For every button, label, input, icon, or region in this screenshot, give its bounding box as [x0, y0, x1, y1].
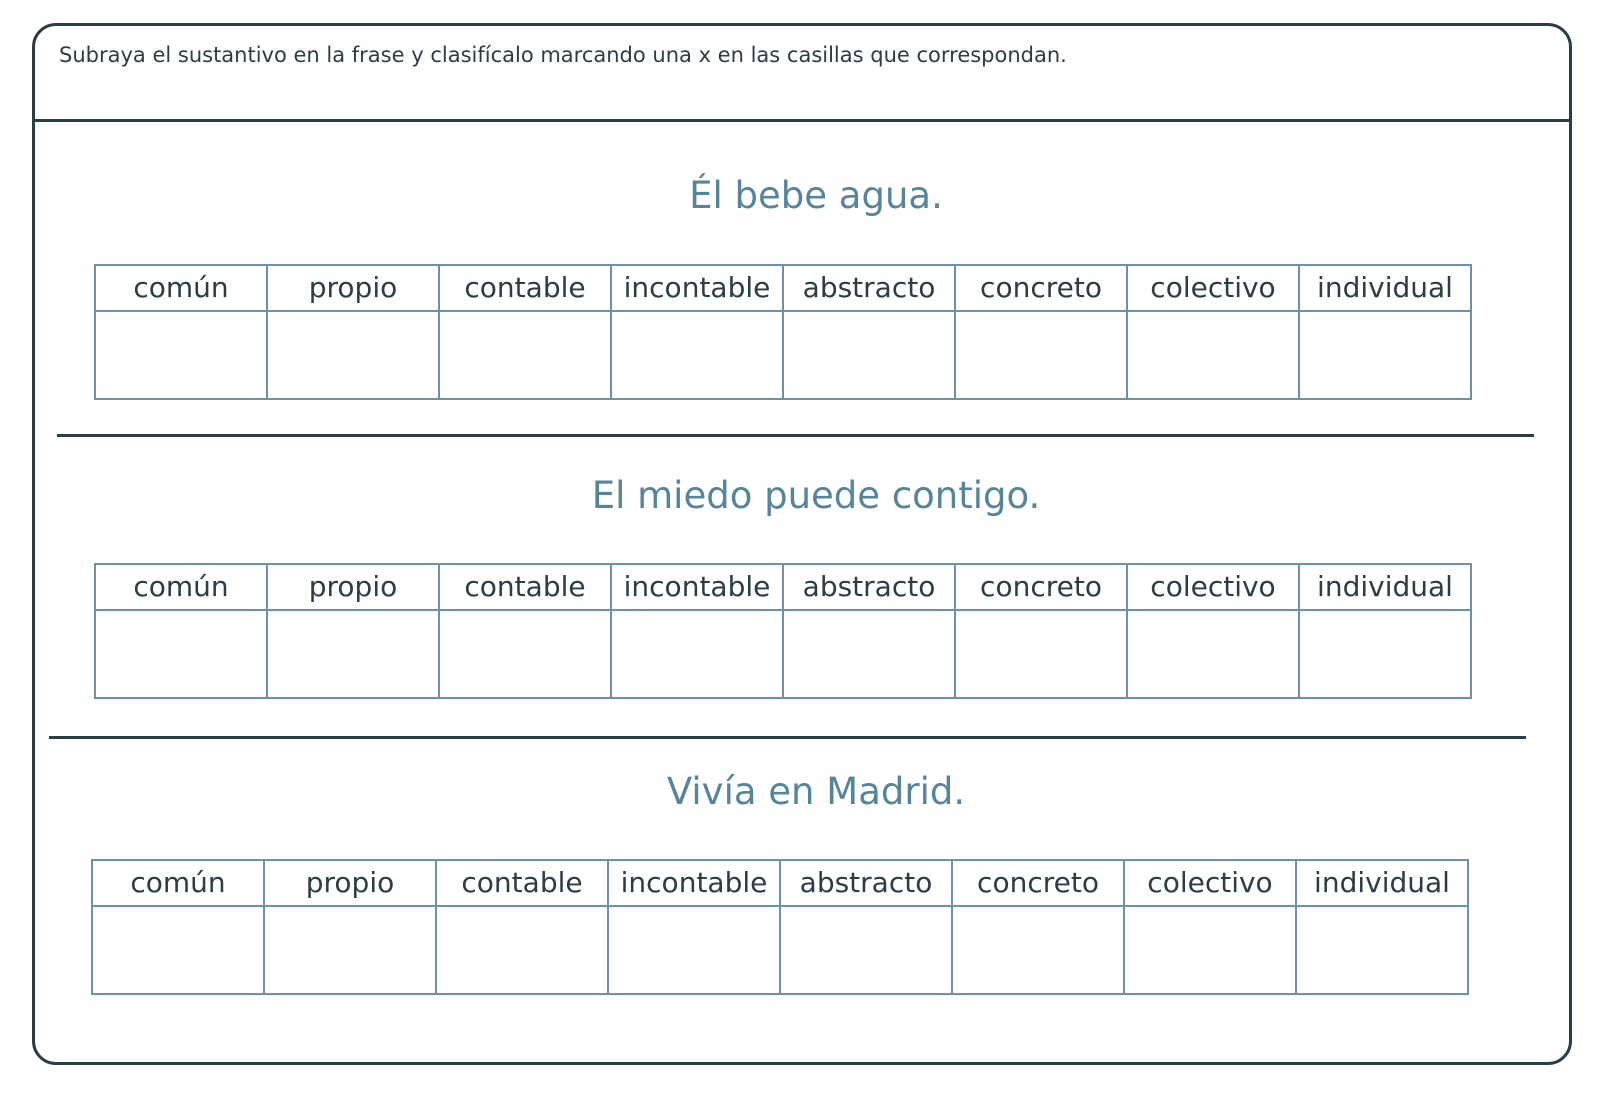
column-header-propio: propio — [264, 860, 436, 906]
column-header-colectivo: colectivo — [1124, 860, 1296, 906]
answer-box-propio[interactable] — [267, 311, 439, 399]
column-header-concreto: concreto — [955, 564, 1127, 610]
answer-row — [95, 311, 1471, 399]
column-header-incontable: incontable — [608, 860, 780, 906]
answer-box-abstracto[interactable] — [783, 610, 955, 698]
column-header-abstracto: abstracto — [783, 265, 955, 311]
column-header-propio: propio — [267, 265, 439, 311]
answer-box-individual[interactable] — [1299, 610, 1471, 698]
column-header-comun: común — [95, 265, 267, 311]
instruction-text: Subraya el sustantivo en la frase y clasifícalo marcando una x en las casillas que correspondan. — [59, 43, 1067, 67]
answer-box-contable[interactable] — [436, 906, 608, 994]
exercise-2-table — [94, 563, 1472, 699]
column-header-comun: común — [92, 860, 264, 906]
column-header-abstracto: abstracto — [780, 860, 952, 906]
answer-box-colectivo[interactable] — [1127, 311, 1299, 399]
exercise-3-sentence: Vivía en Madrid. — [666, 770, 966, 813]
answer-box-concreto[interactable] — [955, 610, 1127, 698]
exercise-2-sentence: El miedo puede contigo. — [591, 474, 1041, 517]
table-header-row — [95, 564, 1471, 610]
column-header-comun: común — [95, 564, 267, 610]
column-header-contable: contable — [439, 564, 611, 610]
answer-box-colectivo[interactable] — [1127, 610, 1299, 698]
answer-box-individual[interactable] — [1299, 311, 1471, 399]
worksheet-card — [32, 23, 1572, 1065]
column-header-colectivo: colectivo — [1127, 564, 1299, 610]
answer-box-abstracto[interactable] — [780, 906, 952, 994]
answer-box-propio[interactable] — [264, 906, 436, 994]
answer-box-comun[interactable] — [92, 906, 264, 994]
column-header-abstracto: abstracto — [783, 564, 955, 610]
section-divider-1 — [57, 434, 1534, 437]
header-divider — [35, 119, 1569, 122]
answer-row — [92, 906, 1468, 994]
section-divider-2 — [49, 736, 1526, 739]
answer-box-comun[interactable] — [95, 311, 267, 399]
answer-box-concreto[interactable] — [955, 311, 1127, 399]
column-header-propio: propio — [267, 564, 439, 610]
answer-box-comun[interactable] — [95, 610, 267, 698]
answer-box-incontable[interactable] — [611, 610, 783, 698]
answer-box-contable[interactable] — [439, 311, 611, 399]
column-header-individual: individual — [1299, 265, 1471, 311]
column-header-concreto: concreto — [952, 860, 1124, 906]
answer-box-concreto[interactable] — [952, 906, 1124, 994]
column-header-incontable: incontable — [611, 265, 783, 311]
answer-row — [95, 610, 1471, 698]
answer-box-propio[interactable] — [267, 610, 439, 698]
column-header-contable: contable — [439, 265, 611, 311]
answer-box-colectivo[interactable] — [1124, 906, 1296, 994]
exercise-1-sentence: Él bebe agua. — [689, 174, 943, 217]
column-header-colectivo: colectivo — [1127, 265, 1299, 311]
answer-box-abstracto[interactable] — [783, 311, 955, 399]
table-header-row — [95, 265, 1471, 311]
answer-box-incontable[interactable] — [608, 906, 780, 994]
column-header-concreto: concreto — [955, 265, 1127, 311]
exercise-1-table — [94, 264, 1472, 400]
column-header-contable: contable — [436, 860, 608, 906]
answer-box-incontable[interactable] — [611, 311, 783, 399]
column-header-incontable: incontable — [611, 564, 783, 610]
table-header-row — [92, 860, 1468, 906]
exercise-3-table — [91, 859, 1469, 995]
column-header-individual: individual — [1299, 564, 1471, 610]
column-header-individual: individual — [1296, 860, 1468, 906]
answer-box-individual[interactable] — [1296, 906, 1468, 994]
answer-box-contable[interactable] — [439, 610, 611, 698]
